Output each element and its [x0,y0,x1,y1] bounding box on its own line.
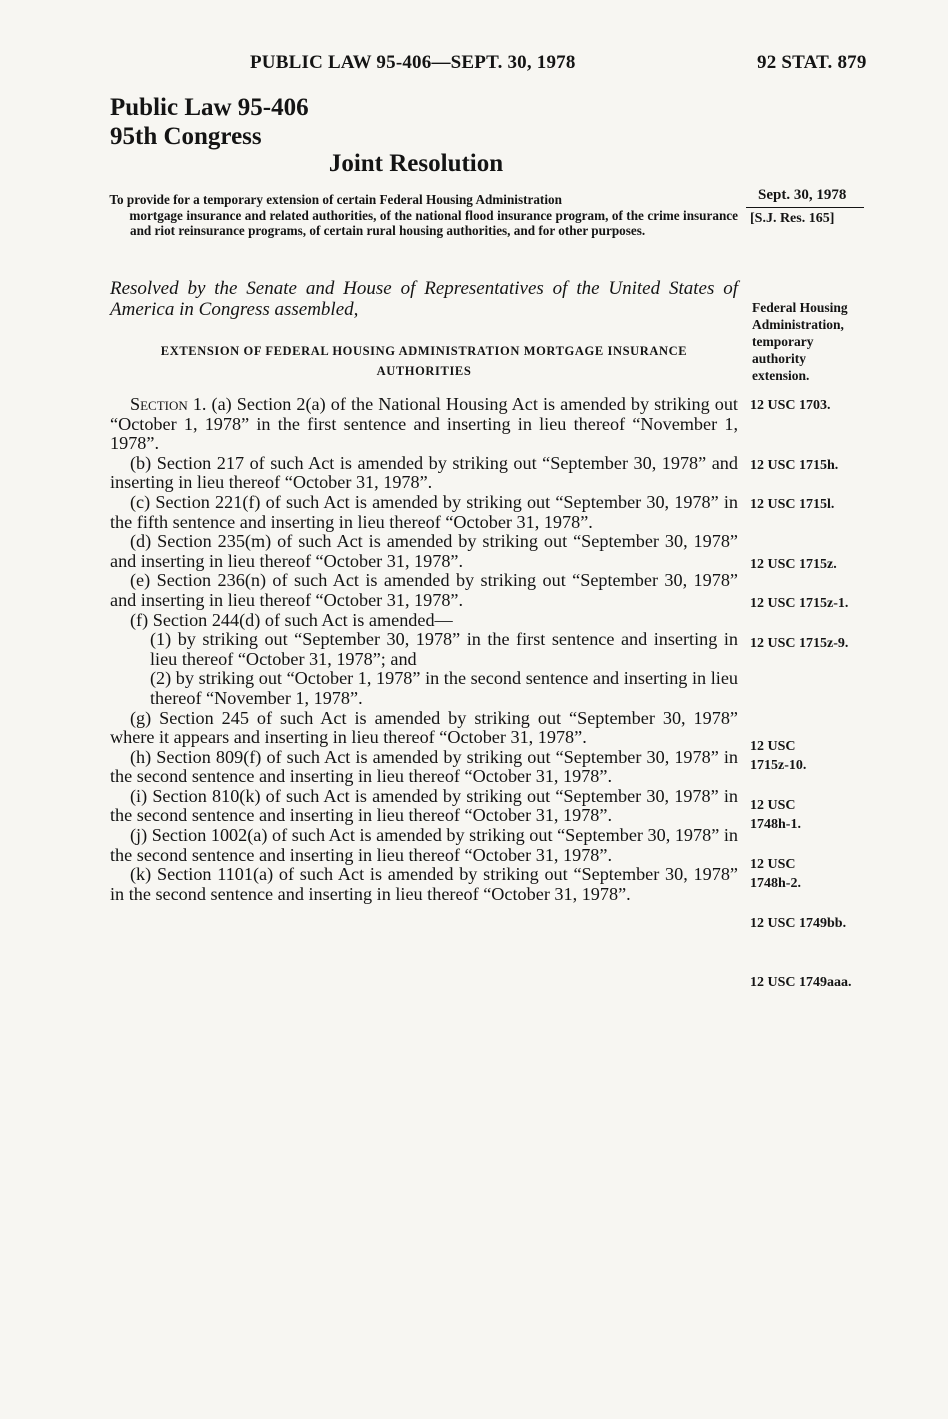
citation-f: 12 USC 1715z-9. [750,636,849,651]
subsection-a: Section 1. (a) Section 2(a) of the National Housing Act is amended by striking out “October 1, 1978” in the first sentence and inserting in lieu thereof “November 1, 1978”. [110,394,738,454]
citation-e: 12 USC 1715z-1. [750,596,849,611]
subsection-g: (g) Section 245 of such Act is amended by striking out “September 30, 1978” where it appears and inserting in lieu thereof “October 31, 1978”. [110,707,738,748]
subsection-f: (f) Section 244(d) of such Act is amended— [130,609,453,630]
section-heading-line-2: AUTHORITIES [376,364,472,378]
purpose-continuation: mortgage insurance and related authorities, of the national flood insurance program, of the crime insurance and riot reinsurance programs, of certain rural housing authorities, and for other purposes. [129,207,738,238]
citation-b: 12 USC 1715h. [750,458,839,473]
margin-divider [746,207,864,208]
section-body [110,395,738,904]
margin-note-line: Federal Housing [752,300,848,315]
citation-i-line-2: 1748h-2. [750,876,801,891]
joint-resolution-title: Joint Resolution [328,150,504,177]
subsection-d: (d) Section 235(m) of such Act is amended by striking out “September 30, 1978” and inserting in lieu thereof “October 31, 1978”. [110,531,738,571]
subsection-k: (k) Section 1101(a) of such Act is amended by striking out “September 30, 1978” in the second sentence and inserting in lieu thereof “October 31, 1978”. [110,864,738,904]
citation-i-line-1: 12 USC [750,857,796,872]
paragraph-f1: (1) by striking out “September 30, 1978” in the first sentence and inserting in lieu thereof “October 31, 1978”; and [150,629,738,669]
citation-a: 12 USC 1703. [750,398,831,413]
margin-note-line: Administration, [752,317,844,332]
purpose-statement [110,192,738,239]
citation-c: 12 USC 1715l. [750,497,835,512]
subsection-j: (j) Section 1002(a) of such Act is amended by striking out “September 30, 1978” in the second sentence and inserting in lieu thereof “October 31, 1978”. [110,825,738,865]
running-header: PUBLIC LAW 95-406—SEPT. 30, 1978 [250,52,576,73]
stat-page-number: 92 STAT. 879 [757,52,867,73]
paragraph-f2: (2) by striking out “October 1, 1978” in the second sentence and inserting in lieu thereof “November 1, 1978”. [150,668,738,708]
citation-h-line-1: 12 USC [750,798,796,813]
citation-j: 12 USC 1749bb. [750,916,847,931]
section-label: Section 1. [130,394,207,414]
margin-note [752,299,848,384]
margin-note-line: temporary [752,334,814,349]
congress-number: 95th Congress [110,123,262,150]
citation-k: 12 USC 1749aaa. [750,975,852,990]
resolving-clause: Resolved by the Senate and House of Representatives of the United States of America in Congress assembled, [110,278,738,320]
subsection-c: (c) Section 221(f) of such Act is amended by striking out “September 30, 1978” in the fifth sentence and inserting in lieu thereof “October 31, 1978”. [110,491,738,532]
purpose-line-1: To provide for a temporary extension of certain Federal Housing Administration [109,192,562,207]
section-heading [100,341,748,381]
margin-note-line: extension. [752,368,810,383]
margin-resolution-number: [S.J. Res. 165] [750,211,835,226]
citation-h-line-2: 1748h-1. [750,817,801,832]
subsection-h: (h) Section 809(f) of such Act is amended by striking out “September 30, 1978” in the second sentence and inserting in lieu thereof “October 31, 1978”. [110,746,738,787]
margin-date: Sept. 30, 1978 [758,187,847,203]
margin-note-line: authority [752,351,806,366]
subsection-i: (i) Section 810(k) of such Act is amended by striking out “September 30, 1978” in the second sentence and inserting in lieu thereof “October 31, 1978”. [110,785,738,826]
citation-g-line-2: 1715z-10. [750,758,807,773]
citation-g-line-1: 12 USC [750,739,796,754]
subsection-e: (e) Section 236(n) of such Act is amended by striking out “September 30, 1978” and inserting in lieu thereof “October 31, 1978”. [110,570,738,610]
section-heading-line-1: EXTENSION OF FEDERAL HOUSING ADMINISTRATION MORTGAGE INSURANCE [160,344,688,358]
public-law-number: Public Law 95-406 [110,94,309,121]
subsection-b: (b) Section 217 of such Act is amended by striking out “September 30, 1978” and inserting in lieu thereof “October 31, 1978”. [110,452,738,493]
citation-d: 12 USC 1715z. [750,557,837,572]
